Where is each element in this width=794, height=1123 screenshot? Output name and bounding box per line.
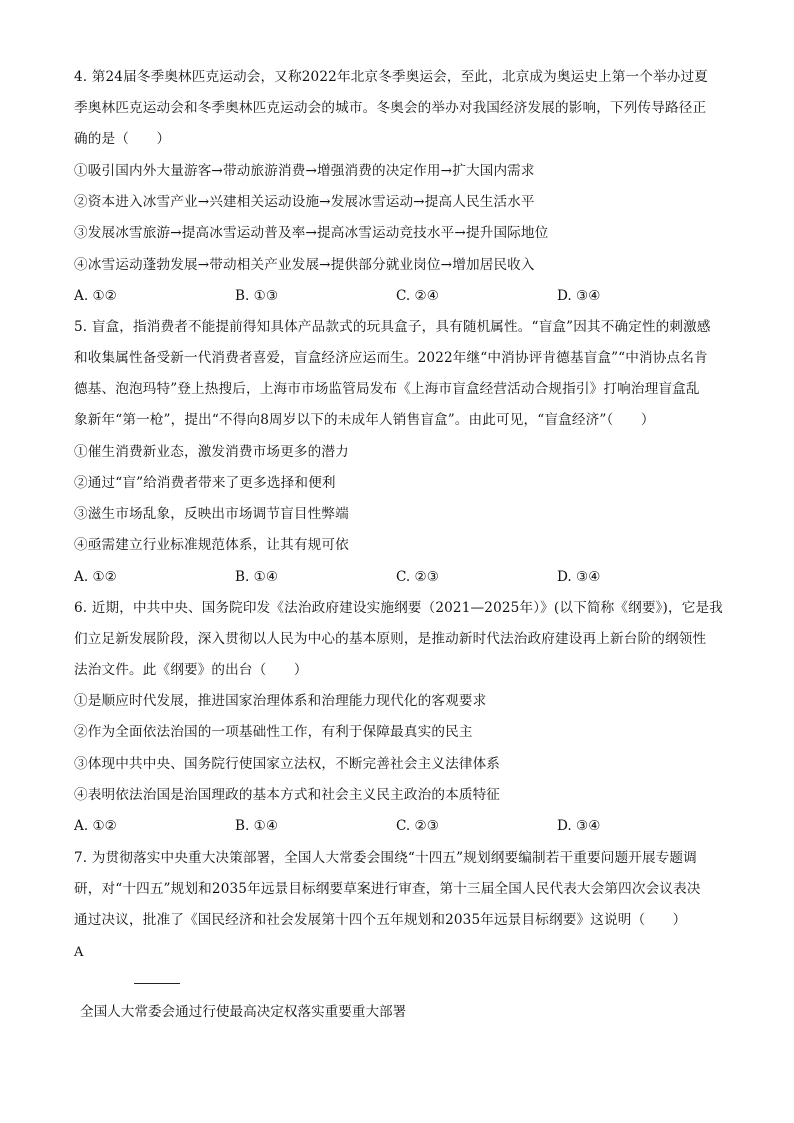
- question-4-option-b: B. ①③: [235, 288, 279, 304]
- question-4-option-a: A. ①②: [74, 288, 117, 304]
- question-7-stem-line-1: 7. 为贯彻落实中央重大决策部署，全国人大常委会围绕“十四五”规划纲要编制若干重要问题开展专题调: [74, 850, 697, 866]
- question-6-statement-3: ③体现中共中央、国务院行使国家立法权，不断完善社会主义法律体系: [74, 756, 501, 772]
- question-7-answer-letter: A: [74, 945, 84, 960]
- question-6-stem-line-1: 6. 近期，中共中央、国务院印发《法治政府建设实施纲要（2021—2025年）》(以下简称《纲要》)，它是我: [74, 600, 723, 616]
- question-5-statement-1: ①催生消费新业态，激发消费市场更多的潜力: [74, 444, 349, 460]
- answer-underline: [134, 983, 180, 984]
- question-6-option-d: D. ③④: [557, 818, 601, 834]
- question-4-statement-3: ③发展冰雪旅游→提高冰雪运动普及率→提高冰雪运动竞技水平→提升国际地位: [74, 225, 549, 241]
- question-4-statement-1: ①吸引国内外大量游客→带动旅游消费→增强消费的决定作用→扩大国内需求: [74, 163, 535, 179]
- question-5-statement-4: ④亟需建立行业标准规范体系，让其有规可依: [74, 537, 349, 553]
- question-5-option-a: A. ①②: [74, 569, 117, 585]
- question-5-stem-line-3: 德基、泡泡玛特”登上热搜后，上海市市场监管局发布《上海市盲盒经营活动合规指引》打响治理盲盒乱: [74, 381, 700, 397]
- question-4-stem-line-1: 4. 第24届冬季奥林匹克运动会，又称2022年北京冬季奥运会，至此，北京成为奥运史上第一个举办过夏: [74, 69, 709, 85]
- question-5-statement-2: ②通过“盲”给消费者带来了更多选择和便利: [74, 475, 336, 491]
- question-5-option-d: D. ③④: [557, 569, 601, 585]
- question-5-stem-line-1: 5. 盲盒，指消费者不能提前得知具体产品款式的玩具盒子，具有随机属性。“盲盒”因其不确定性的刺激感: [74, 319, 711, 335]
- question-6-stem-line-3: 法治文件。此《纲要》的出台（ ）: [74, 662, 308, 678]
- question-7-stem-line-2: 研，对“十四五”规划和2035年远景目标纲要草案进行审查，第十三届全国人民代表大会第四次会议表决: [74, 881, 701, 897]
- question-6-statement-2: ②作为全面依法治国的一项基础性工作，有利于保障最真实的民主: [74, 724, 473, 740]
- question-5-stem-line-4: 象新年“第一枪”，提出“不得向8周岁以下的未成年人销售盲盒”。由此可见，“盲盒经济”（ ）: [74, 412, 655, 428]
- question-4-option-c: C. ②④: [396, 288, 439, 304]
- question-5-option-b: B. ①④: [235, 569, 279, 585]
- question-4-statement-4: ④冰雪运动蓬勃发展→带动相关产业发展→提供部分就业岗位→增加居民收入: [74, 257, 535, 273]
- question-5-stem-line-2: 和收集属性备受新一代消费者喜爱，盲盒经济应运而生。2022年继“中消协评肯德基盲盒”“中消协点名肯: [74, 350, 708, 366]
- question-4-option-d: D. ③④: [557, 288, 601, 304]
- question-7-answer-text: 全国人大常委会通过行使最高决定权落实重要重大部署: [80, 1004, 407, 1020]
- question-4-stem-line-2: 季奥林匹克运动会和冬季奥林匹克运动会的城市。冬奥会的举办对我国经济发展的影响，下列传导路径正: [74, 100, 707, 116]
- question-4-statement-2: ②资本进入冰雪产业→兴建相关运动设施→发展冰雪运动→提高人民生活水平: [74, 194, 535, 210]
- question-6-statement-1: ①是顺应时代发展，推进国家治理体系和治理能力现代化的客观要求: [74, 693, 487, 709]
- question-6-option-b: B. ①④: [235, 818, 279, 834]
- question-5-statement-3: ③滋生市场乱象，反映出市场调节盲目性弊端: [74, 506, 349, 522]
- question-6-option-a: A. ①②: [74, 818, 117, 834]
- question-6-option-c: C. ②③: [396, 818, 439, 834]
- question-6-statement-4: ④表明依法治国是治国理政的基本方式和社会主义民主政治的本质特征: [74, 787, 501, 803]
- question-6-stem-line-2: 们立足新发展阶段，深入贯彻以人民为中心的基本原则，是推动新时代法治政府建设再上新台阶的纲领性: [74, 631, 707, 647]
- question-4-stem-line-3: 确的是（ ）: [74, 131, 171, 147]
- question-7-stem-line-3: 通过决议，批准了《国民经济和社会发展第十四个五年规划和2035年远景目标纲要》这说明（ ）: [74, 912, 687, 928]
- question-5-option-c: C. ②③: [396, 569, 439, 585]
